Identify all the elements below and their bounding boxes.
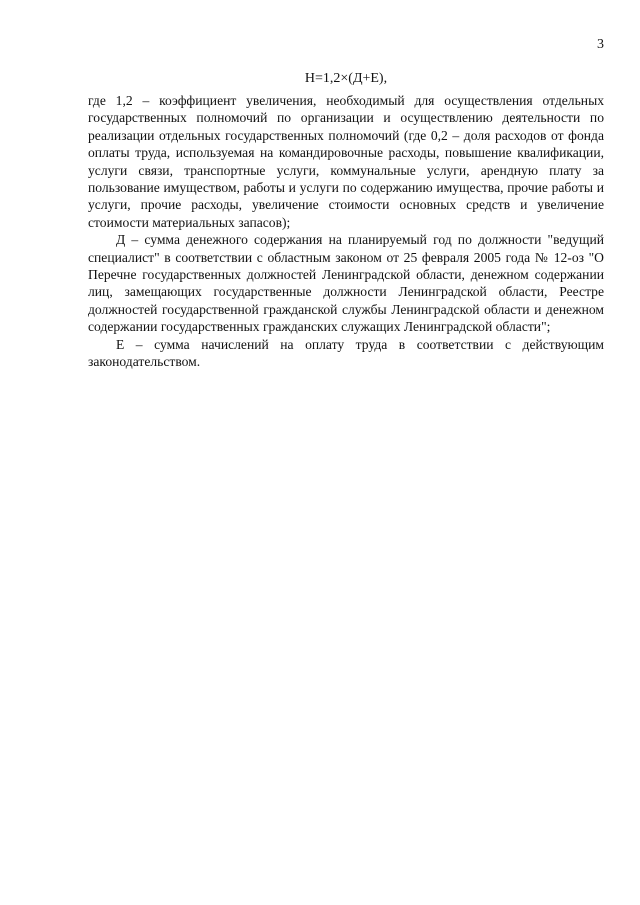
paragraph-e-definition: Е – сумма начислений на оплату труда в соответствии с действующим законодательством. xyxy=(88,336,604,370)
paragraph-d-definition: Д – сумма денежного содержания на планируемый год по должности "ведущий специалист" в соответствии с областным законом от 25 февраля 2005 года № 12-оз "О Перечне государственных должностей Ленинградской области, денежном содержании лиц, замещающих государственные должности Ленинградской области, Реестре должностей государственной гражданской службы Ленинградской области и денежном содержании государственных гражданских служащих Ленинградской области"; xyxy=(88,232,604,335)
formula: Н=1,2×(Д+Е), xyxy=(304,71,388,86)
document-body xyxy=(88,70,604,371)
page-number: 3 xyxy=(597,37,604,52)
paragraph-coefficient: где 1,2 – коэффициент увеличения, необходимый для осуществления отдельных государственных полномочий по организации и осуществлению деятельности по реализации отдельных государственных полномочий (где 0,2 – доля расходов от фонда оплаты труда, используемая на командировочные расходы, повышение квалификации, услуги связи, транспортные услуги, коммунальные услуги, арендную плату за пользование имуществом, работы и услуги по содержанию имущества, прочие работы и услуги, прочие расходы, увеличение стоимости основных средств и увеличение стоимости материальных запасов); xyxy=(88,93,604,230)
